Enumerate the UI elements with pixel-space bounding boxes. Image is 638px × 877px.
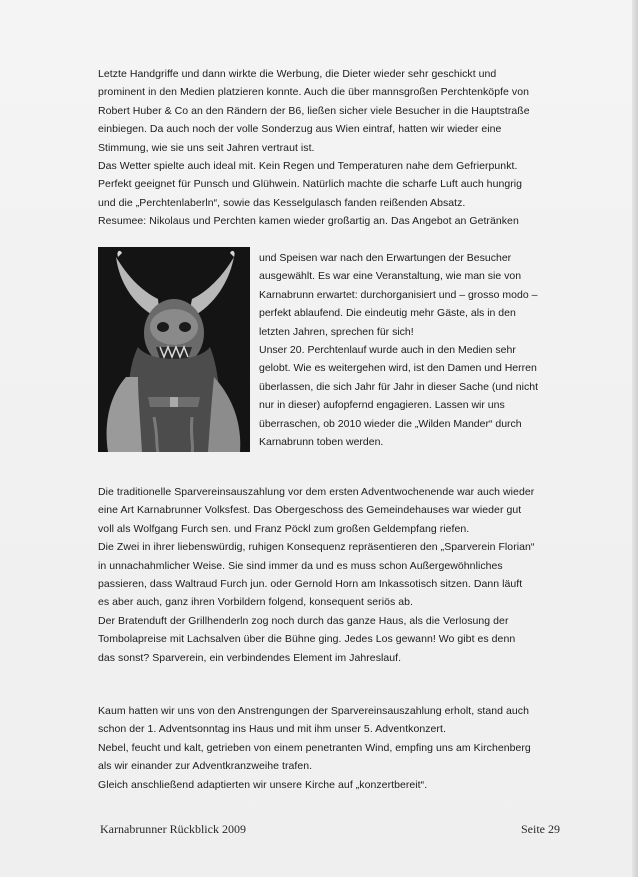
text-line: Karnabrunn toben werden. (259, 436, 384, 449)
krampus-photo (98, 247, 250, 452)
footer-page-number: Seite 29 (521, 822, 560, 836)
paragraph-sparverein (98, 483, 564, 667)
text-line: in unnachahmlicher Weise. Sie sind immer da und es muss schon Außergewöhnliches (98, 559, 503, 572)
text-line: Perfekt geeignet für Punsch und Glühwein. Natürlich machte die scharfe Luft auch hungrig (98, 178, 523, 191)
text-line: gelobt. Wie es weitergehen wird, ist den Damen und Herren (259, 362, 537, 375)
text-line: voll als Wolfgang Furch sen. und Franz Pöckl zum großen Geldempfang riefen. (98, 522, 470, 535)
paragraph-perchtenlauf (98, 65, 564, 231)
text-line: nur in dieser) aufopfernd engagieren. Lassen wir uns (259, 399, 505, 412)
text-line: Unser 20. Perchtenlauf wurde auch in den Medien sehr (259, 344, 516, 357)
text-line: Tombolapreise mit Lachsalven über die Bühne ging. Jedes Los gewann! Wo gibt es denn (98, 633, 516, 646)
text-line: als wir einander zur Adventkranzweihe trafen. (98, 760, 313, 773)
text-line: einbiegen. Da auch noch der volle Sonderzug aus Wien eintraf, hatten wir wieder eine (98, 123, 502, 136)
paragraph-adventkonzert (98, 702, 564, 794)
text-line: Stimmung, wie sie uns seit Jahren vertraut ist. (98, 141, 315, 154)
text-line: Letzte Handgriffe und dann wirkte die Werbung, die Dieter wieder sehr geschickt und (98, 68, 497, 80)
text-line: Karnabrunn erwartet: durchorganisiert und – grosso modo – (259, 288, 538, 301)
text-line: und die „Perchtenlaberln“, sowie das Kesselgulasch fanden reißenden Absatz. (98, 196, 466, 209)
text-line: Kaum hatten wir uns von den Anstrengungen der Sparvereinsauszahlung erholt, stand auch (98, 705, 529, 717)
text-line: prominent in den Medien platzieren konnte. Auch die über mannsgroßen Perchtenköpfe von (98, 86, 529, 99)
text-line: letzten Jahren, sprechen für sich! (259, 325, 414, 338)
text-line: es aber auch, ganz ihren Vorbildern folgend, konsequent seriös ab. (98, 596, 414, 609)
text-line: Die Zwei in ihrer liebenswürdig, ruhigen Konsequenz repräsentieren den „Sparverein Florian“ (98, 541, 535, 554)
text-line: das sonst? Sparverein, ein verbindendes Element im Jahreslauf. (98, 651, 402, 664)
text-line: ausgewählt. Es war eine Veranstaltung, wie man sie von (259, 270, 522, 283)
text-line: perfekt ablaufend. Die eindeutig mehr Gäste, als in den (259, 307, 516, 320)
text-line: überlassen, die sich Jahr für Jahr in dieser Sache (und nicht (259, 380, 538, 393)
text-line: Die traditionelle Sparvereinsauszahlung vor dem ersten Adventwochenende war auch wieder (98, 486, 535, 498)
text-line: Das Wetter spielte auch ideal mit. Kein Regen und Temperaturen nahe dem Gefrierpunkt. (98, 160, 518, 173)
text-line: Gleich anschließend adaptierten wir unsere Kirche auf „konzertbereit“. (98, 778, 428, 791)
text-line: überraschen, ob 2010 wieder die „Wilden Mander“ durch (259, 417, 522, 430)
text-line: Robert Huber & Co an den Rändern der B6, ließen sicher viele Besucher in die Hauptstraße (98, 104, 530, 117)
text-line: und Speisen war nach den Erwartungen der Besucher (259, 252, 512, 264)
text-line: Nebel, feucht und kalt, getrieben von einem penetranten Wind, empfing uns am Kirchenberg (98, 741, 531, 754)
text-line: Der Bratenduft der Grillhenderln zog noch durch das ganze Haus, als die Verlosung der (98, 614, 509, 627)
page-edge-shadow (632, 0, 638, 877)
footer-publication-title: Karnabrunner Rückblick 2009 (100, 822, 246, 836)
text-line: schon der 1. Adventsonntag ins Haus und mit ihm unser 5. Adventkonzert. (98, 723, 446, 736)
text-line: passieren, dass Waltraud Furch jun. oder Gernold Horn am Inkassotisch sitzen. Dann läuft (98, 578, 523, 591)
text-line: Resumee: Nikolaus und Perchten kamen wieder großartig an. Das Angebot an Getränken (98, 215, 519, 228)
paragraph-resumee-continued (259, 249, 569, 451)
text-line: eine Art Karnabrunner Volksfest. Das Obergeschoss des Gemeindehauses war wieder gut (98, 504, 522, 517)
